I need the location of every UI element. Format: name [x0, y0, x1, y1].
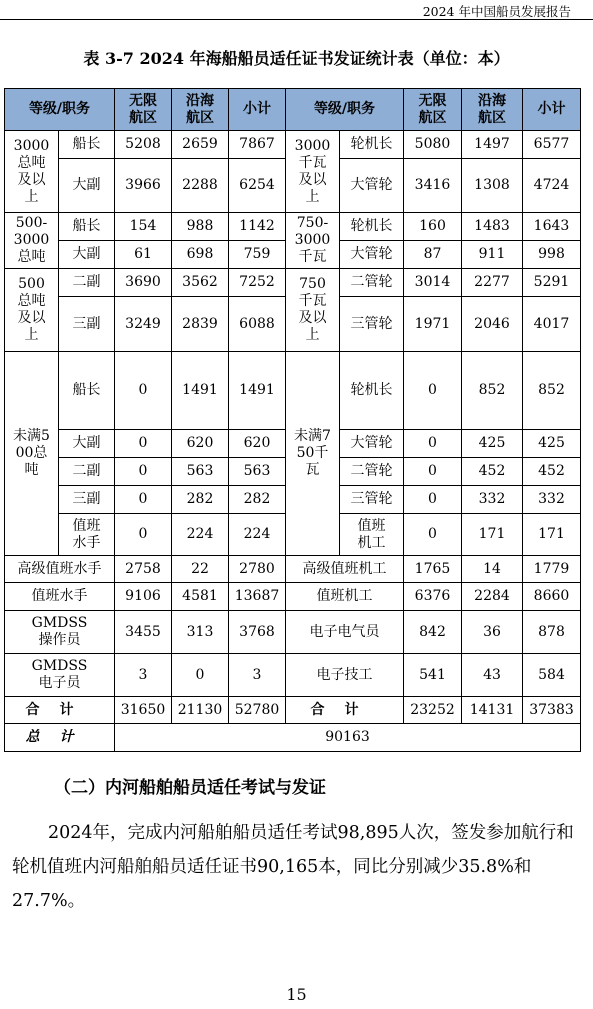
- duty-cell: 大副: [59, 241, 115, 269]
- grade-label: 750-3000千瓦: [294, 215, 331, 265]
- value-cell: 3: [229, 654, 286, 697]
- duty-cell: 电子技工: [286, 654, 404, 697]
- paragraph-text: 2024年，完成内河船舶船员适任考试98,895人次，签发参加航行和轮机值班内河船舶船员适任证书90,165本，同比分别减少35.8%和27.7%。: [12, 823, 574, 911]
- value-cell: 1497: [462, 131, 523, 159]
- value-cell: 13687: [229, 583, 286, 611]
- section-heading: （二）内河船舶船员适任考试与发证: [54, 778, 326, 798]
- page-number: 15: [286, 985, 307, 1004]
- value-cell: 4581: [172, 583, 229, 611]
- value-cell: 1971: [404, 297, 462, 352]
- value-cell: 3014: [404, 269, 462, 297]
- value-cell: 171: [523, 514, 581, 556]
- grade-cell: [286, 213, 340, 269]
- value-cell: 36: [462, 611, 523, 654]
- duty-label: 值班水手: [72, 517, 101, 551]
- duty-cell: 船长: [59, 131, 115, 159]
- value-cell: 2659: [172, 131, 229, 159]
- duty-cell: 三管轮: [340, 297, 404, 352]
- value-cell: 2780: [229, 556, 286, 583]
- total-value: 90163: [115, 724, 581, 752]
- table-row: [5, 352, 581, 430]
- duty-label: GMDSS操作员: [31, 615, 88, 648]
- value-cell: 911: [462, 241, 523, 269]
- value-cell: 0: [115, 486, 172, 514]
- table-header-row: [5, 89, 581, 131]
- table-caption: 表 3-7 2024 年海船船员适任证书发证统计表（单位：本）: [83, 49, 510, 68]
- value-cell: 0: [404, 430, 462, 458]
- table-row: [5, 611, 581, 654]
- header-cell-label: 无限航区: [418, 92, 447, 126]
- value-cell: 7867: [229, 131, 286, 159]
- value-cell: 698: [172, 241, 229, 269]
- duty-cell: 二管轮: [340, 269, 404, 297]
- value-cell: 563: [172, 458, 229, 486]
- value-cell: 620: [172, 430, 229, 458]
- total-label: 总计: [5, 724, 115, 752]
- value-cell: 1142: [229, 213, 286, 241]
- header-cell-label: 无限航区: [129, 92, 157, 126]
- value-cell: 988: [172, 213, 229, 241]
- value-cell: 7252: [229, 269, 286, 297]
- value-cell: 5080: [404, 131, 462, 159]
- table-row: [5, 213, 581, 241]
- value-cell: 0: [404, 486, 462, 514]
- duty-cell: 三副: [59, 297, 115, 352]
- value-cell: 0: [115, 352, 172, 430]
- header-cell: [404, 89, 462, 131]
- value-cell: 171: [462, 514, 523, 556]
- value-cell: 620: [229, 430, 286, 458]
- header-cell: [172, 89, 229, 131]
- value-cell: 5291: [523, 269, 581, 297]
- duty-cell: 大副: [59, 430, 115, 458]
- value-cell: 2839: [172, 297, 229, 352]
- value-cell: 452: [523, 458, 581, 486]
- duty-cell: [59, 514, 115, 556]
- value-cell: 332: [523, 486, 581, 514]
- value-cell: 5208: [115, 131, 172, 159]
- table-row: [5, 583, 581, 611]
- value-cell: 61: [115, 241, 172, 269]
- value-cell: 0: [172, 654, 229, 697]
- duty-label: GMDSS电子员: [31, 658, 88, 691]
- value-cell: 0: [404, 458, 462, 486]
- value-cell: 3: [115, 654, 172, 697]
- value-cell: 541: [404, 654, 462, 697]
- duty-cell: [5, 654, 115, 697]
- duty-cell: 船长: [59, 352, 115, 430]
- header-cell: 等级/职务: [286, 89, 404, 131]
- subtotal-row: [5, 697, 581, 724]
- duty-cell: 值班机工: [286, 583, 404, 611]
- duty-cell: 轮机长: [340, 352, 404, 430]
- value-cell: 14131: [462, 697, 523, 724]
- certificate-table: [4, 88, 581, 752]
- duty-cell: 二副: [59, 458, 115, 486]
- value-cell: 0: [115, 430, 172, 458]
- value-cell: 3249: [115, 297, 172, 352]
- duty-label: 值班机工: [357, 517, 386, 551]
- duty-cell: 二管轮: [340, 458, 404, 486]
- value-cell: 313: [172, 611, 229, 654]
- header-cell: 等级/职务: [5, 89, 115, 131]
- value-cell: 842: [404, 611, 462, 654]
- duty-cell: [5, 611, 115, 654]
- value-cell: 425: [523, 430, 581, 458]
- value-cell: 224: [172, 514, 229, 556]
- value-cell: 998: [523, 241, 581, 269]
- value-cell: 0: [115, 514, 172, 556]
- duty-cell: 大管轮: [340, 241, 404, 269]
- subtotal-label: 合计: [5, 697, 115, 724]
- value-cell: 3690: [115, 269, 172, 297]
- value-cell: 1491: [172, 352, 229, 430]
- duty-cell: 大管轮: [340, 430, 404, 458]
- grade-cell: [286, 131, 340, 213]
- value-cell: 31650: [115, 697, 172, 724]
- running-head: 2024 年中国船员发展报告: [422, 4, 571, 19]
- grade-label: 未满500总吨: [13, 428, 50, 478]
- value-cell: 3768: [229, 611, 286, 654]
- table-row: [5, 269, 581, 297]
- grade-cell: [5, 131, 59, 213]
- value-cell: 1779: [523, 556, 581, 583]
- value-cell: 37383: [523, 697, 581, 724]
- value-cell: 852: [462, 352, 523, 430]
- value-cell: 14: [462, 556, 523, 583]
- value-cell: 1308: [462, 159, 523, 213]
- value-cell: 3966: [115, 159, 172, 213]
- header-cell: [115, 89, 172, 131]
- grade-label: 3000千瓦及以上: [294, 137, 331, 205]
- duty-cell: 高级值班机工: [286, 556, 404, 583]
- value-cell: 2284: [462, 583, 523, 611]
- grade-label: 500总吨及以上: [17, 276, 46, 343]
- value-cell: 2046: [462, 297, 523, 352]
- grade-cell: [5, 352, 59, 556]
- value-cell: 759: [229, 241, 286, 269]
- header-cell: 小计: [523, 89, 581, 131]
- value-cell: 6376: [404, 583, 462, 611]
- value-cell: 21130: [172, 697, 229, 724]
- duty-cell: 三管轮: [340, 486, 404, 514]
- value-cell: 584: [523, 654, 581, 697]
- value-cell: 452: [462, 458, 523, 486]
- duty-cell: 轮机长: [340, 131, 404, 159]
- value-cell: 224: [229, 514, 286, 556]
- value-cell: 4017: [523, 297, 581, 352]
- value-cell: 2758: [115, 556, 172, 583]
- header-cell-label: 沿海航区: [478, 92, 506, 126]
- value-cell: 0: [404, 514, 462, 556]
- grade-cell: [286, 269, 340, 352]
- value-cell: 8660: [523, 583, 581, 611]
- duty-cell: 大副: [59, 159, 115, 213]
- value-cell: 87: [404, 241, 462, 269]
- header-rule: [0, 19, 593, 20]
- duty-cell: 二副: [59, 269, 115, 297]
- grade-cell: [286, 352, 340, 556]
- value-cell: 22: [172, 556, 229, 583]
- value-cell: 0: [115, 458, 172, 486]
- grade-label: 未满750千瓦: [294, 428, 331, 478]
- duty-cell: 值班水手: [5, 583, 115, 611]
- duty-cell: 高级值班水手: [5, 556, 115, 583]
- grade-label: 3000总吨及以上: [13, 137, 50, 205]
- value-cell: 3562: [172, 269, 229, 297]
- grade-label: 750千瓦及以上: [298, 276, 327, 343]
- table-row: [5, 556, 581, 583]
- value-cell: 2288: [172, 159, 229, 213]
- value-cell: 6088: [229, 297, 286, 352]
- value-cell: 563: [229, 458, 286, 486]
- header-cell-label: 沿海航区: [186, 92, 214, 126]
- table-row: [5, 131, 581, 159]
- duty-cell: 大管轮: [340, 159, 404, 213]
- value-cell: 0: [404, 352, 462, 430]
- value-cell: 1491: [229, 352, 286, 430]
- body-paragraph: [12, 816, 578, 918]
- value-cell: 1483: [462, 213, 523, 241]
- grade-cell: [5, 269, 59, 352]
- header-cell: [462, 89, 523, 131]
- duty-cell: 轮机长: [340, 213, 404, 241]
- value-cell: 4724: [523, 159, 581, 213]
- value-cell: 3455: [115, 611, 172, 654]
- grade-cell: [5, 213, 59, 269]
- duty-cell: [340, 514, 404, 556]
- header-cell: 小计: [229, 89, 286, 131]
- value-cell: 3416: [404, 159, 462, 213]
- subtotal-label: 合计: [286, 697, 404, 724]
- value-cell: 23252: [404, 697, 462, 724]
- value-cell: 160: [404, 213, 462, 241]
- value-cell: 6254: [229, 159, 286, 213]
- duty-cell: 电子电气员: [286, 611, 404, 654]
- value-cell: 9106: [115, 583, 172, 611]
- value-cell: 2277: [462, 269, 523, 297]
- value-cell: 154: [115, 213, 172, 241]
- value-cell: 1643: [523, 213, 581, 241]
- table-body: [5, 89, 581, 752]
- grade-label: 500-3000总吨: [13, 215, 50, 265]
- value-cell: 852: [523, 352, 581, 430]
- value-cell: 6577: [523, 131, 581, 159]
- value-cell: 52780: [229, 697, 286, 724]
- duty-cell: 船长: [59, 213, 115, 241]
- value-cell: 282: [172, 486, 229, 514]
- table-row: [5, 654, 581, 697]
- total-row: [5, 724, 581, 752]
- duty-cell: 三副: [59, 486, 115, 514]
- value-cell: 425: [462, 430, 523, 458]
- value-cell: 43: [462, 654, 523, 697]
- value-cell: 878: [523, 611, 581, 654]
- value-cell: 282: [229, 486, 286, 514]
- value-cell: 1765: [404, 556, 462, 583]
- value-cell: 332: [462, 486, 523, 514]
